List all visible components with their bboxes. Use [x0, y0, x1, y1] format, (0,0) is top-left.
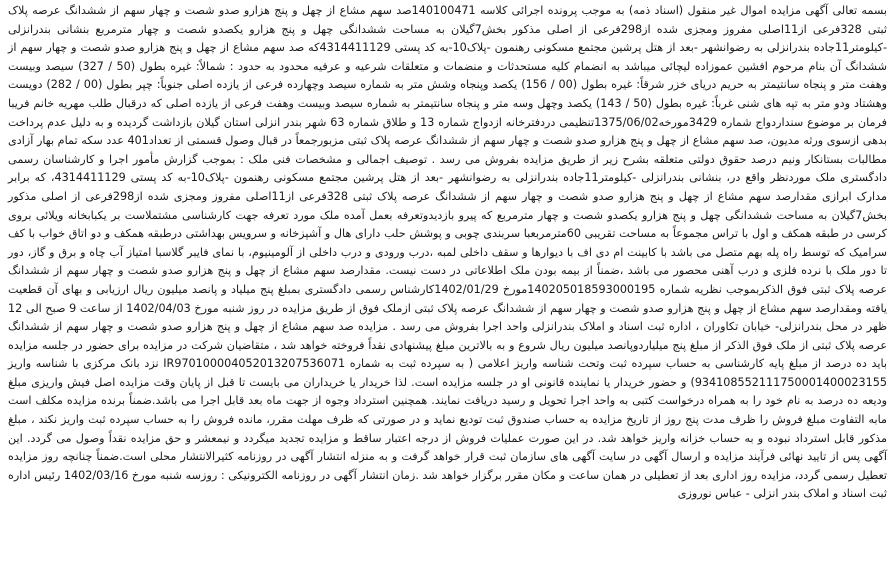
auction-notice-text: بسمه تعالی آگهی مزایده اموال غیر منقول (اسناد ذمه) به موجب پرونده اجرائی کلاسه 140100471صد سهم مشاع از چهل و پنج هزارو صدو شصت و چهار سهم از ششدانگ عرصه پلاک ثبتی 328فرعی از11اصلی مفروز ومجزی شده از298فرعی از اصلی مذکور بخش7گیلان به مساحت ششدانگی چهل و پنج هزارو یکصدو شصت و چهار مترمربع بنشانی بندرانزلی -کیلومتر11جاده بندرانزلی به رضوانشهر -بعد از هتل پرشین مجتمع مسکونی رهنمون -پلاک10-به کد پستی 4314411129که صد سهم مشاع از چهل و پنج هزارو صدو شصت و چهار سهم از ششدانگ آن بنام مرحوم افشین عموزاده لیچائی میباشد به انضمام کلیه مستحدثات و منضمات و متعلقات شرعیه و عرفیه محدود به حدود : شمالاً: غیره بطول (50 / 327) سیصد وبیست وهفت متر و پنجاه سانتیمتر به حریم دریای خزر شرقاً: غیره بطول (00 / 156) یکصد وپنجاه وشش متر به شماره سیصد وچهارده فرعی از یازده اصلی جنوباً: چپر بطول (00 / 282) دویست وهشتاد ودو متر به تپه های شنی غرباً: غیره بطول (50 / 143) یکصد وچهل وسه متر و پنجاه سانتیمتر به شماره سیصد وبیست وهفت فرعی از یازده اصلی که درقبال طلب مهریه خانم فریبا فرمان بر موضوع سنداردواج شماره 3429مورخه1375/06/02تنظیمی دردفترخانه ازدواج شماره 13 و طلاق شماره 63 شهر بندر انزلی استان گیلان بازداشت گردیده و به دلیل عدم پرداخت بدهی ازسوی ورثه مدیون، صد سهم مشاع از چهل و پنج هزارو صدو شصت و چهار سهم از ششدانگ عرصه پلاک ثبتی مزبورجمعاً در قبال وصول قسمتی از تعداد401 عدد سکه تمام بهار آزادی مطالبات بستانکار ونیم درصد حقوق دولتی متعلقه بشرح زیر از طریق مزایده بفروش می رسد . توصیف اجمالی و مشخصات فنی ملک : بموجب گزارش مأمور اجرا و کارشناسان رسمی دادگستری ملک موردنظر واقع در، بنشانی بندرانزلی -کیلومتر11جاده بندرانزلی به رضوانشهر -بعد از هتل پرشین مجتمع مسکونی رهنمون -پلاک10-به کد پستی 4314411129، که برابر مدارک ابرازی مقدارصد سهم مشاع از چهل و پنج هزارو صدو شصت و چهار سهم از ششدانگ عرصه پلاک ثبتی 328فرعی از11اصلی مفروز ومجزی شده از298فرعی از اصلی مذکور بخش7گیلان به مساحت ششدانگی چهل و پنج هزارو یکصدو شصت و چهار مترمربع که پیرو بازدیدوتعرفه بعمل آمده ملک مورد تعرفه جهت کارشناسی مشتملاست بر یکبابخانه ویلائی بروی کرسی در طبقه همکف و اول با تراس مجموعاً به مساحت تقریبی 60مترمربعبا سربندی چوبی و پوشش حلب دارای هال و آشپزخانه و سرویس بهداشتی درطبقه همکف و دو اتاق خواب با کف سرامیک که توسط راه پله بهم متصل می باشد با کابینت ام دی اف با دیوارها و سقف داخلی لمبه ،درب ورودی و درب داخلی از آلومینیوم، با نمای فایبر گلاسبا امتیاز آب چاه و برق و گاز، دور تا دور ملک با نرده فلزی و درب آهنی محصور می باشد ،ضمناً از بیمه بودن ملک اطلاعاتی در دست نیست. مقدارصد سهم مشاع از چهل و پنج هزارو صدو شصت و چهار سهم از ششدانگ عرصه پلاک ثبتی فوق الذکربموجب نظریه شماره 140205018593000195مورخ 1402/01/29کارشناس رسمی دادگستری بمبلغ پنج میلیاد و پانصد میلیون ریال ارزیابی و بهای آن قطعیت یافته ومقدارصد سهم مشاع از چهل و پنج هزارو صدو شصت و چهار سهم از ششدانگ عرصه پلاک ثبتی ازملک فوق از طریق مزایده در روز شنبه مورخ 1402/04/03 از ساعت 9 صبح الی 12 ظهر در محل بندرانزلی- خیابان تکاوران ، اداره ثبت اسناد و املاک بندرانزلی واحد اجرا بفروش می رسد . مزایده صد سهم مشاع از چهل و پنج هزارو صدو شصت و چهار سهم از ششدانگ عرصه پلاک ثبتی از ملک فوق الذکر از مبلغ پنج میلیاردوپانصد میلیون ریال شروع و به بالاترین مبلغ پیشنهادی نقداً فروخته خواهد شد ، متقاضیان شرکت در مزایده برای حضور در جلسه مزایده باید ده درصد از مبلغ پایه کارشناسی به حساب سپرده ثبت وتحت شناسه واریز اعلامی ( به سپرده ثبت به شماره IR970100004052013207536071 نزد بانک مرکزی با شناسه واریز 934108552111750001400023155) و حضور خریدار یا نماینده قانونی او در جلسه مزایده است. لذا خریدار یا خریداران می بایست تا قبل از پایان وقت مزایده اصل فیش واریزی مبلغ ودیعه ده درصد به نام خود را به همراه درخواست کتبی به واحد اجرا تحویل و رسید دریافت نمایند. همچنین استرداد وجوه از جهت ماه بعد قابل اجرا می باشد.ضمناً برنده مزایده مکلف است مابه التفاوت مبلغ فروش را ظرف مدت پنج روز از تاریخ مزایده به حساب صندوق ثبت توديع نمايد و در صورتی كه ظرف مهلت مقرر، مانده فروش را به حساب سپرده ثبت واريز نكند ، مبلغ مذکور قابل استرداد نبوده و به حساب خزانه واريز خواهد شد. در این صورت عملیات فروش از درجه اعتبار ساقط و مزایده تجدید میگردد و نیمعشر و حق مزایده نقداً وصول می گردد. این آگهی پس از تایید نهائی فرآیند مزایده و ارسال آگهی در سایت آگهی های سازمان ثبت قرار خواهد گرفت و به منزله انتشار آگهی در روزنامه کثیرالانتشار محلی است.ضمناً چنانچه روز مزایده تعطیل رسمی گردد، مزایده روز اداری بعد از تعطیلی در همان ساعت و مکان مقرر برگزار خواهد شد .زمان انتشار آگهی در روزنامه الکترونیکی : روزسه شنبه مورخ 1402/03/16 رئیس اداره ثبت اسناد و املاک بندر انزلی - عباس نوروزی	[8, 4, 888, 501]
